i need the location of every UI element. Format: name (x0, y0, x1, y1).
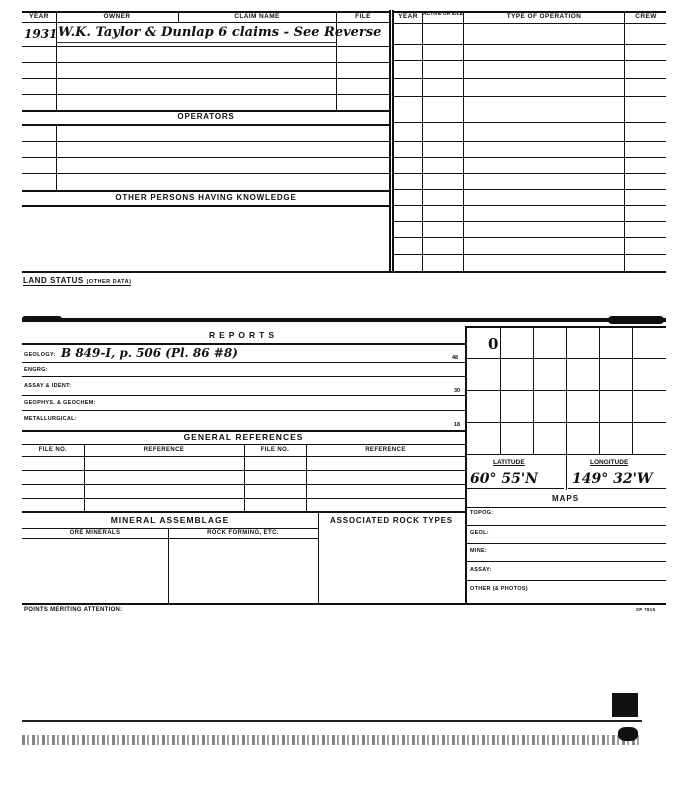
report-assay-num: 30 (454, 388, 461, 394)
header-type-operation: TYPE OF OPERATION (506, 13, 582, 20)
header-crew: CREW (635, 13, 657, 20)
reports-title: REPORTS (208, 330, 279, 340)
maps-title: MAPS (551, 494, 580, 503)
report-assay-label: ASSAY & IDENT: (24, 383, 72, 389)
entry-year: 1931 (24, 27, 58, 41)
header-year: YEAR (29, 13, 49, 20)
separator-mark-left (22, 316, 62, 322)
maps-geol-label: GEOL: (470, 530, 489, 536)
land-status (23, 276, 131, 286)
mineral-assemblage-title: MINERAL ASSEMBLAGE (110, 515, 230, 525)
grid-location-mark: 0 (488, 335, 499, 353)
separator-bar (22, 318, 666, 322)
latitude-label: LATITUDE (493, 459, 525, 466)
form-code: SP 7815 (636, 607, 656, 612)
separator-mark-right (608, 316, 664, 324)
maps-other-label: OTHER (& PHOTOS) (470, 586, 528, 592)
maps-topog-label: TOPOG: (470, 510, 494, 516)
report-geology-num: 48 (452, 355, 459, 361)
longitude-value: 149° 32'W (572, 471, 653, 487)
ore-minerals-header: ORE MINERALS (69, 530, 121, 536)
points-meriting-attention: POINTS MERITING ATTENTION: (24, 607, 123, 613)
header-file: FILE (355, 13, 371, 20)
report-metallurgical-label: METALLURGICAL: (24, 416, 77, 422)
header-owner: OWNER (103, 13, 131, 20)
report-geology-label: GEOLOGY: (24, 352, 56, 358)
land-status-title: LAND STATUS (23, 276, 84, 285)
header-active-idle: ACTIVE OR IDLE (423, 11, 464, 17)
ref-header-reference: REFERENCE (143, 447, 185, 453)
header-op-year: YEAR (398, 13, 418, 20)
associated-rock-types-title: ASSOCIATED ROCK TYPES (330, 516, 453, 525)
general-references-title: GENERAL REFERENCES (183, 432, 304, 442)
ref-header-file-no-2: FILE NO. (260, 447, 290, 453)
latitude-value: 60° 55'N (470, 471, 538, 487)
other-persons-title: OTHER PERSONS HAVING KNOWLEDGE (115, 193, 297, 202)
report-engrg-label: ENGRG: (24, 367, 48, 373)
report-geophys-label: GEOPHYS. & GEOCHEM: (24, 400, 96, 406)
maps-assay-label: ASSAY: (470, 567, 492, 573)
rock-forming-header: ROCK FORMING, ETC. (207, 530, 279, 536)
ref-header-reference-2: REFERENCE (365, 447, 406, 453)
longitude-label: LONGITUDE (590, 459, 629, 466)
maps-mine-label: MINE: (470, 548, 488, 554)
entry-owner-claim: W.K. Taylor & Dunlap 6 claims - See Reverse (58, 25, 382, 40)
report-geology-value: B 849-I, p. 506 (Pl. 86 #8) (61, 346, 238, 360)
operators-title: OPERATORS (177, 112, 235, 121)
land-status-note: (OTHER DATA) (86, 279, 132, 285)
header-claim-name: CLAIM NAME (234, 13, 280, 20)
report-metallurgical-num: 18 (454, 422, 461, 428)
ref-header-file-no: FILE NO. (38, 447, 68, 453)
